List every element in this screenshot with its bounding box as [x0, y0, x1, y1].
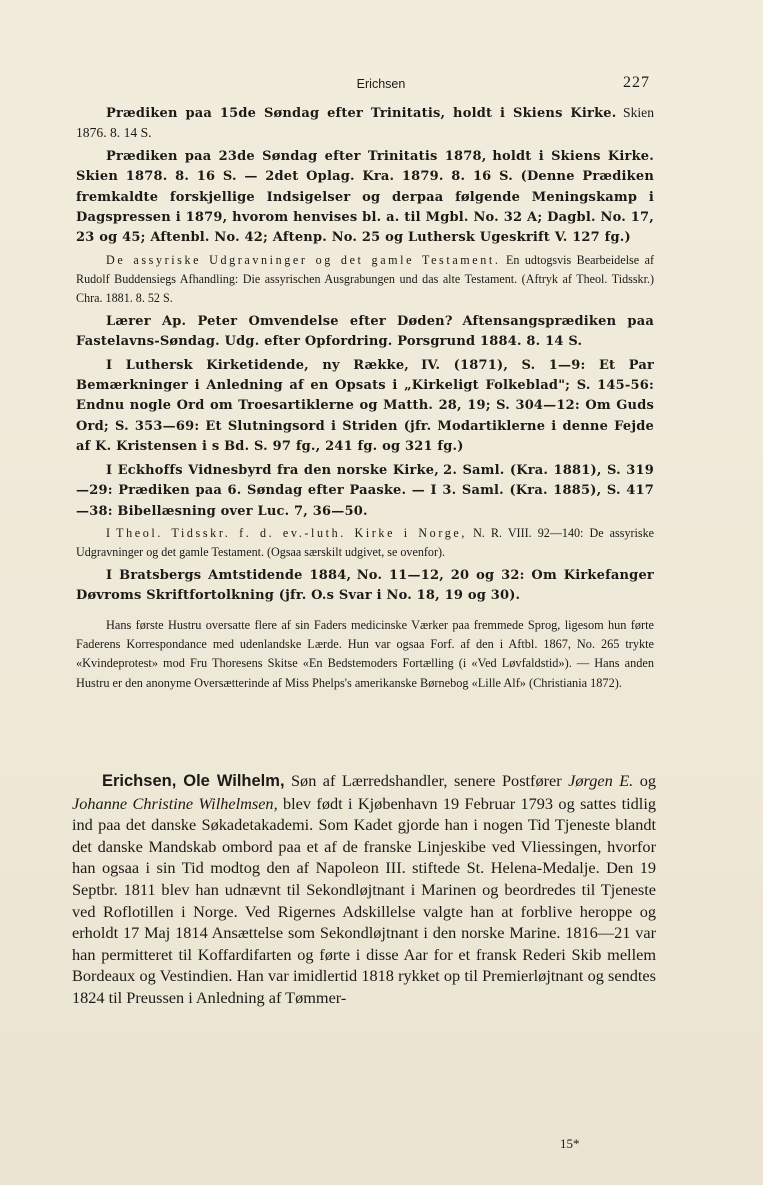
page-number: 227 — [623, 74, 650, 91]
entry-prefix: I — [106, 357, 126, 373]
entry-prefix: I — [106, 567, 120, 583]
entry-title: Lærer Ap. Peter Omvendelse efter Døden? — [106, 313, 453, 329]
entry-title: Eckhoffs Vidnesbyrd fra den norske Kirke, — [117, 462, 440, 478]
entry-details: No. 11—12, 20 og 32: Om Kirkefanger Døvroms Skriftfortolkning (jfr. O.s Svar i No. 18, 19 og 30). — [76, 567, 654, 604]
biography-text: og — [633, 771, 656, 790]
entry-details: holdt i Skiens Kirke. Skien 1878. 8. 16 S. — 2det Oplag. Kra. 1879. 8. 16 S. (Denne Prædiken fremkaldte forskjellige Indsigelser og derpaa følgende Meningskamp i Dagspressen i 1879, hvorom henvises bl. a. til Mgbl. No. 32 A; Dagbl. No. 17, 23 og 45; Aftenbl. No. 42; Aftenp. No. 25 og Luthersk Ugeskrift V. 127 fg.) — [76, 148, 654, 246]
biography-paragraph — [72, 770, 656, 1009]
entry-prefix: I — [106, 462, 118, 478]
bibliography-entry — [76, 103, 654, 143]
bibliography-entry — [76, 311, 654, 352]
entry-details: En udtogsvis Bearbeidelse af Rudolf Buddensiegs Afhandling: Die assyrischen Ausgrabungen und das alte Testament. (Aftryk af Theol. Tidsskr.) Chra. 1881. 8. 52 S. — [76, 252, 654, 305]
bibliography-entry — [76, 565, 654, 606]
entry-title: Prædiken paa 15de Søndag efter Trinitatis, holdt i Skiens Kirke. — [106, 106, 617, 121]
running-head: Erichsen — [356, 77, 406, 91]
bibliography-list — [76, 103, 654, 696]
bibliography-entry — [76, 146, 654, 248]
page-header — [112, 74, 650, 98]
entry-title: Prædiken paa 23de Søndag efter Trinitatis 1878, — [106, 148, 487, 164]
biography-text: Søn af Lærredshandler, senere Postfører — [284, 771, 569, 790]
signature-mark: 15* — [560, 1136, 580, 1151]
entry-details: N. R. VIII. 92—140: De assyriske Udgravninger og det gamle Testament. (Ogsaa særskilt udgivet, se ovenfor). — [76, 525, 654, 559]
entry-title: Bratsbergs Amtstidende 1884, — [119, 567, 352, 583]
footnote-paragraph: Hans første Hustru oversatte flere af sin Faders medicinske Værker paa fremmede Sprog, ligesom hun førte Faderens Korrespondance med udenlandske Lærde. Hun var ogsaa Forf. af den i Aftbl. 1867, No. 265 trykte «Kvindeprotest» mod Fru Thoresens Skitse «En Bedstemoders Fortælling (i «Ved Løvfaldstid»). — Hans anden Hustru er den anonyme Oversætterinde af Miss Phelps's amerikanske Børnebog «Lille Alf» (Christiania 1872). — [76, 617, 654, 690]
entry-title: Theol. Tidsskr. f. d. ev.-luth. Kirke i Norge, — [116, 525, 467, 540]
entry-title: De assyriske Udgravninger og det gamle Testament. — [106, 252, 501, 267]
entry-details: 2. Saml. (Kra. 1881), S. 319—29: Prædiken paa 6. Søndag efter Paaske. — I 3. Saml. (Kra. 1885), S. 417—38: Bibellæsning over Luc. 7, 36—50. — [76, 462, 654, 519]
biography-text: blev født i Kjøbenhavn 19 Februar 1793 og sattes tidlig ind paa det danske Søkadetakademi. Som Kadet gjorde han i nogen Tid Tjeneste blandt det danske Mandskab ombord paa et af de franske Linjeskibe ved Vliessingen, hvorfor han ogsaa i sin Tid modtog den af Napoleon III. stiftede St. Helena-Medalje. Den 19 Septbr. 1811 blev han udnævnt til Sekondløjtnant i Marinen og beordredes til Tjeneste ved Roflotillen i Norge. Ved Rigernes Adskillelse valgte han at forblive heroppe og erholdt 17 Maj 1814 Ansættelse som Sekondløjtnant i den norske Marine. 1816—21 var han permitteret til Koffardifarten og førte i disse Aar for et fransk Rederi Skib mellem Bordeaux og Vestindien. Han var imidlertid 1818 rykket op til Premierløjtnant og sendtes 1824 til Preussen i Anledning af Tømmer- — [72, 793, 656, 1007]
biography-name: Erichsen, Ole Wilhelm, — [102, 772, 285, 790]
entry-title: Luthersk Kirketidende, ny Række, — [125, 357, 410, 373]
biography-entry — [72, 770, 656, 1009]
bibliography-entry — [76, 251, 654, 308]
entry-details: Aftensangsprædiken paa Fastelavns-Søndag. Udg. efter Opfordring. Porsgrund 1884. 8. 14 S. — [76, 313, 654, 350]
mother-name: Johanne Christine Wilhelmsen, — [72, 793, 278, 813]
bibliography-entry — [76, 460, 654, 521]
father-name: Jørgen E. — [568, 771, 634, 790]
bibliography-entry — [76, 355, 654, 457]
entry-details: IV. (1871), S. 1—9: Et Par Bemærkninger i Anledning af en Opsats i „Kirkeligt Folkeblad"; S. 145-56: Endnu nogle Ord om Troesartiklerne og Matth. 28, 19; S. 304—12: Om Guds Ord; S. 353—69: Et Slutningsord i Striden (jfr. Modartiklerne i denne Fejde af K. Kristensen i s Bd. S. 97 fg., 241 fg. og 321 fg.) — [76, 357, 655, 455]
entry-prefix: I — [106, 525, 117, 540]
entry-details: Skien 1876. 8. 14 S. — [76, 105, 654, 141]
bibliography-entry — [76, 524, 654, 562]
